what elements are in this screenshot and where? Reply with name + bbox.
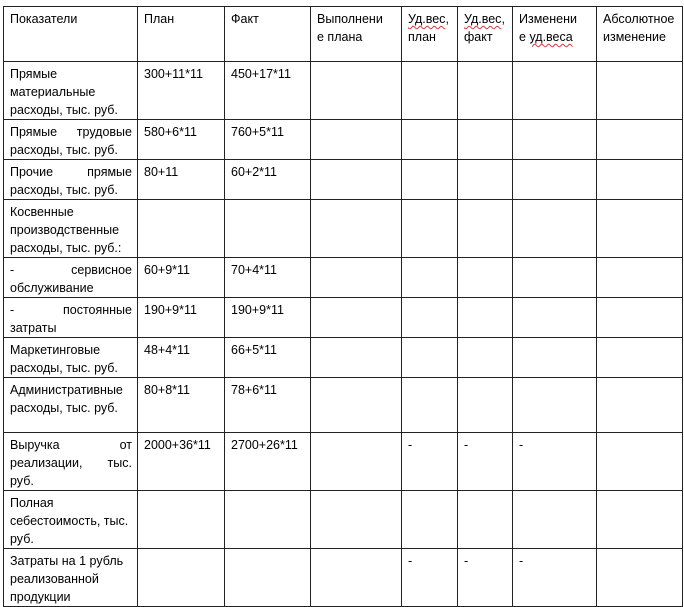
- cell-ud-fact: [458, 491, 513, 549]
- cell-execution: [311, 62, 402, 120]
- cell-ud-fact: -: [458, 433, 513, 491]
- cell-ud-plan: -: [402, 549, 458, 607]
- header-execution: [311, 7, 402, 62]
- cell-absolute: [597, 62, 683, 120]
- indicators-table: [3, 6, 683, 607]
- cell-ud-fact: [458, 258, 513, 298]
- table-row: [4, 549, 683, 607]
- cell-fact: 2700+26*11: [225, 433, 311, 491]
- cell-execution: [311, 549, 402, 607]
- cell-change: [513, 491, 597, 549]
- cell-ud-plan: [402, 120, 458, 160]
- cell-plan: 80+11: [138, 160, 225, 200]
- cell-execution: [311, 200, 402, 258]
- cell-absolute: [597, 491, 683, 549]
- header-row: [4, 7, 683, 62]
- row-label: Прочие прямые расходы, тыс. руб.: [4, 160, 138, 200]
- cell-absolute: [597, 549, 683, 607]
- row-label: Полная себестоимость, тыс. руб.: [4, 491, 138, 549]
- header-change-mid: е: [519, 30, 530, 44]
- row-label: - сервисное обслуживание: [4, 258, 138, 298]
- header-ud-plan-rest: , план: [408, 12, 449, 44]
- cell-ud-plan: [402, 62, 458, 120]
- cell-ud-fact: [458, 120, 513, 160]
- cell-execution: [311, 433, 402, 491]
- cell-plan: 2000+36*11: [138, 433, 225, 491]
- cell-change: -: [513, 549, 597, 607]
- cell-plan: 80+8*11: [138, 378, 225, 433]
- cell-change: [513, 338, 597, 378]
- cell-ud-plan: [402, 298, 458, 338]
- table-row: [4, 491, 683, 549]
- row-label: Маркетинговые расходы, тыс. руб.: [4, 338, 138, 378]
- header-ud-fact: [458, 7, 513, 62]
- cell-fact: [225, 549, 311, 607]
- cell-execution: [311, 338, 402, 378]
- table-row: [4, 160, 683, 200]
- cell-ud-plan: [402, 200, 458, 258]
- header-execution-line1: Выполнени: [317, 12, 383, 26]
- header-absolute: Абсолютное изменение: [597, 7, 683, 62]
- header-indicators: Показатели: [4, 7, 138, 62]
- cell-absolute: [597, 200, 683, 258]
- cell-ud-plan: -: [402, 433, 458, 491]
- cell-change: [513, 298, 597, 338]
- header-ud-plan: [402, 7, 458, 62]
- cell-execution: [311, 120, 402, 160]
- cell-change: [513, 200, 597, 258]
- cell-ud-fact: -: [458, 549, 513, 607]
- cell-ud-fact: [458, 160, 513, 200]
- cell-ud-fact: [458, 62, 513, 120]
- table-row: [4, 338, 683, 378]
- header-change-prefix: Изменени: [519, 12, 578, 26]
- cell-change: [513, 160, 597, 200]
- header-fact: Факт: [225, 7, 311, 62]
- table-row: [4, 378, 683, 433]
- header-execution-line2: е плана: [317, 30, 363, 44]
- table-row: [4, 258, 683, 298]
- header-ud-fact-rest: , факт: [464, 12, 505, 44]
- row-label: Прямые материальные расходы, тыс. руб.: [4, 62, 138, 120]
- cell-fact: [225, 491, 311, 549]
- cell-fact: 66+5*11: [225, 338, 311, 378]
- cell-fact: [225, 200, 311, 258]
- row-label: Прямые трудовые расходы, тыс. руб.: [4, 120, 138, 160]
- cell-change: -: [513, 433, 597, 491]
- cell-plan: [138, 549, 225, 607]
- cell-absolute: [597, 120, 683, 160]
- cell-fact: 190+9*11: [225, 298, 311, 338]
- table-row: [4, 433, 683, 491]
- cell-ud-fact: [458, 298, 513, 338]
- cell-absolute: [597, 378, 683, 433]
- cell-change: [513, 120, 597, 160]
- header-plan: План: [138, 7, 225, 62]
- cell-ud-plan: [402, 258, 458, 298]
- cell-ud-fact: [458, 200, 513, 258]
- cell-ud-plan: [402, 378, 458, 433]
- cell-ud-plan: [402, 160, 458, 200]
- header-change-word: уд.веса: [529, 30, 573, 44]
- cell-absolute: [597, 160, 683, 200]
- row-label: - постоянные затраты: [4, 298, 138, 338]
- cell-absolute: [597, 433, 683, 491]
- cell-execution: [311, 258, 402, 298]
- cell-fact: 70+4*11: [225, 258, 311, 298]
- cell-fact: 78+6*11: [225, 378, 311, 433]
- cell-change: [513, 378, 597, 433]
- cell-absolute: [597, 258, 683, 298]
- row-label: Выручка от реализации, тыс. руб.: [4, 433, 138, 491]
- header-change: [513, 7, 597, 62]
- row-label: Административные расходы, тыс. руб.: [4, 378, 138, 433]
- cell-absolute: [597, 298, 683, 338]
- row-label: Затраты на 1 рубль реализованной продукции: [4, 549, 138, 607]
- cell-fact: 760+5*11: [225, 120, 311, 160]
- cell-plan: [138, 491, 225, 549]
- header-ud-fact-word: Уд.вес: [464, 12, 502, 26]
- cell-execution: [311, 491, 402, 549]
- cell-plan: 48+4*11: [138, 338, 225, 378]
- cell-fact: 450+17*11: [225, 62, 311, 120]
- row-label: Косвенные производственные расходы, тыс. руб.:: [4, 200, 138, 258]
- cell-ud-plan: [402, 338, 458, 378]
- cell-absolute: [597, 338, 683, 378]
- cell-execution: [311, 378, 402, 433]
- cell-execution: [311, 160, 402, 200]
- table-row: [4, 62, 683, 120]
- cell-execution: [311, 298, 402, 338]
- cell-change: [513, 258, 597, 298]
- cell-fact: 60+2*11: [225, 160, 311, 200]
- cell-plan: 190+9*11: [138, 298, 225, 338]
- cell-plan: 300+11*11: [138, 62, 225, 120]
- cell-plan: [138, 200, 225, 258]
- table-row: [4, 200, 683, 258]
- cell-ud-fact: [458, 378, 513, 433]
- cell-ud-fact: [458, 338, 513, 378]
- cell-plan: 60+9*11: [138, 258, 225, 298]
- cell-plan: 580+6*11: [138, 120, 225, 160]
- cell-change: [513, 62, 597, 120]
- header-ud-plan-word: Уд.вес: [408, 12, 446, 26]
- cell-ud-plan: [402, 491, 458, 549]
- table-row: [4, 120, 683, 160]
- table-row: [4, 298, 683, 338]
